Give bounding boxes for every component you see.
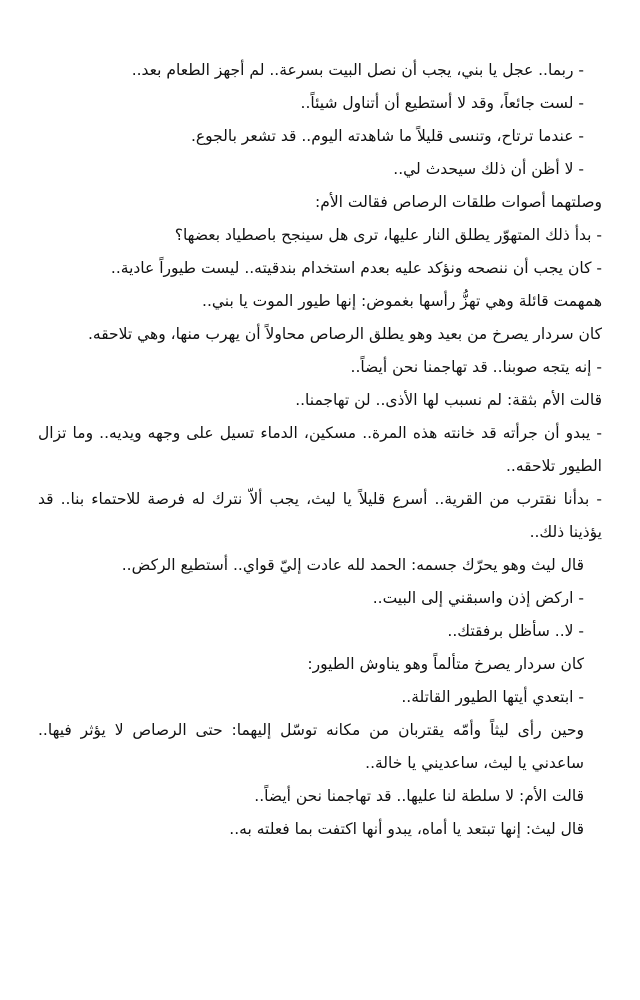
paragraph-4: - لا أظن أن ذلك سيحدث لي.. — [393, 160, 584, 178]
paragraph-21: قال ليث: إنها تبتعد يا أماه، يبدو أنها اكتفت بما فعلته به.. — [229, 820, 584, 838]
paragraph-6: - بدأ ذلك المتهوّر يطلق النار عليها، ترى هل سينجح باصطياد بعضها؟ — [174, 226, 602, 244]
paragraph-1: - ربما.. عجل يا بني، يجب أن نصل البيت بسرعة.. لم أجهز الطعام بعد.. — [131, 61, 584, 79]
paragraph-5: وصلتهما أصوات طلقات الرصاص فقالت الأم: — [315, 193, 602, 211]
paragraph-11: قالت الأم بثقة: لم نسبب لها الأذى.. لن تهاجمنا.. — [295, 391, 602, 409]
paragraph-19: وحين رأى ليثاً وأمّه يقتربان من مكانه توسّل إليهما: حتى الرصاص لا يؤثر فيها.. ساعدني يا ليث، ساعديني يا خالة.. — [38, 721, 584, 772]
paragraph-15: - اركض إذن واسبقني إلى البيت.. — [372, 589, 584, 607]
paragraph-8: همهمت قائلة وهي تهزُّ رأسها بغموض: إنها طيور الموت يا بني.. — [202, 292, 602, 310]
paragraph-14: قال ليث وهو يحرّك جسمه: الحمد لله عادت إليّ قواي.. أستطيع الركض.. — [121, 556, 584, 574]
paragraph-17: كان سردار يصرخ متألماً وهو يناوش الطيور: — [307, 655, 584, 673]
paragraph-2: - لست جائعاً، وقد لا أستطيع أن أتناول شيئاً.. — [300, 94, 584, 112]
paragraph-10: - إنه يتجه صوبنا.. قد تهاجمنا نحن أيضاً.. — [350, 358, 602, 376]
paragraph-13: - بدأنا نقترب من القرية.. أسرع قليلاً يا ليث، يجب ألاّ نترك له فرصة للاحتماء بنا.. قد يؤذينا ذلك.. — [38, 490, 602, 541]
paragraph-12: - يبدو أن جرأته قد خانته هذه المرة.. مسكين، الدماء تسيل على وجهه ويديه.. وما تزال الطيور تلاحقه.. — [38, 424, 602, 475]
paragraph-16: - لا.. سأظل برفقتك.. — [447, 622, 584, 640]
paragraph-20: قالت الأم: لا سلطة لنا عليها.. قد تهاجمنا نحن أيضاً.. — [254, 787, 584, 805]
paragraph-18: - ابتعدي أيتها الطيور القاتلة.. — [401, 688, 584, 706]
paragraph-9: كان سردار يصرخ من بعيد وهو يطلق الرصاص محاولاً أن يهرب منها، وهي تلاحقه. — [87, 325, 602, 343]
story-text — [38, 54, 602, 846]
paragraph-7: - كان يجب أن ننصحه ونؤكد عليه بعدم استخدام بندقيته.. ليست طيوراً عادية.. — [110, 259, 602, 277]
paragraph-3: - عندما ترتاح، وتنسى قليلاً ما شاهدته اليوم.. قد تشعر بالجوع. — [190, 127, 584, 145]
